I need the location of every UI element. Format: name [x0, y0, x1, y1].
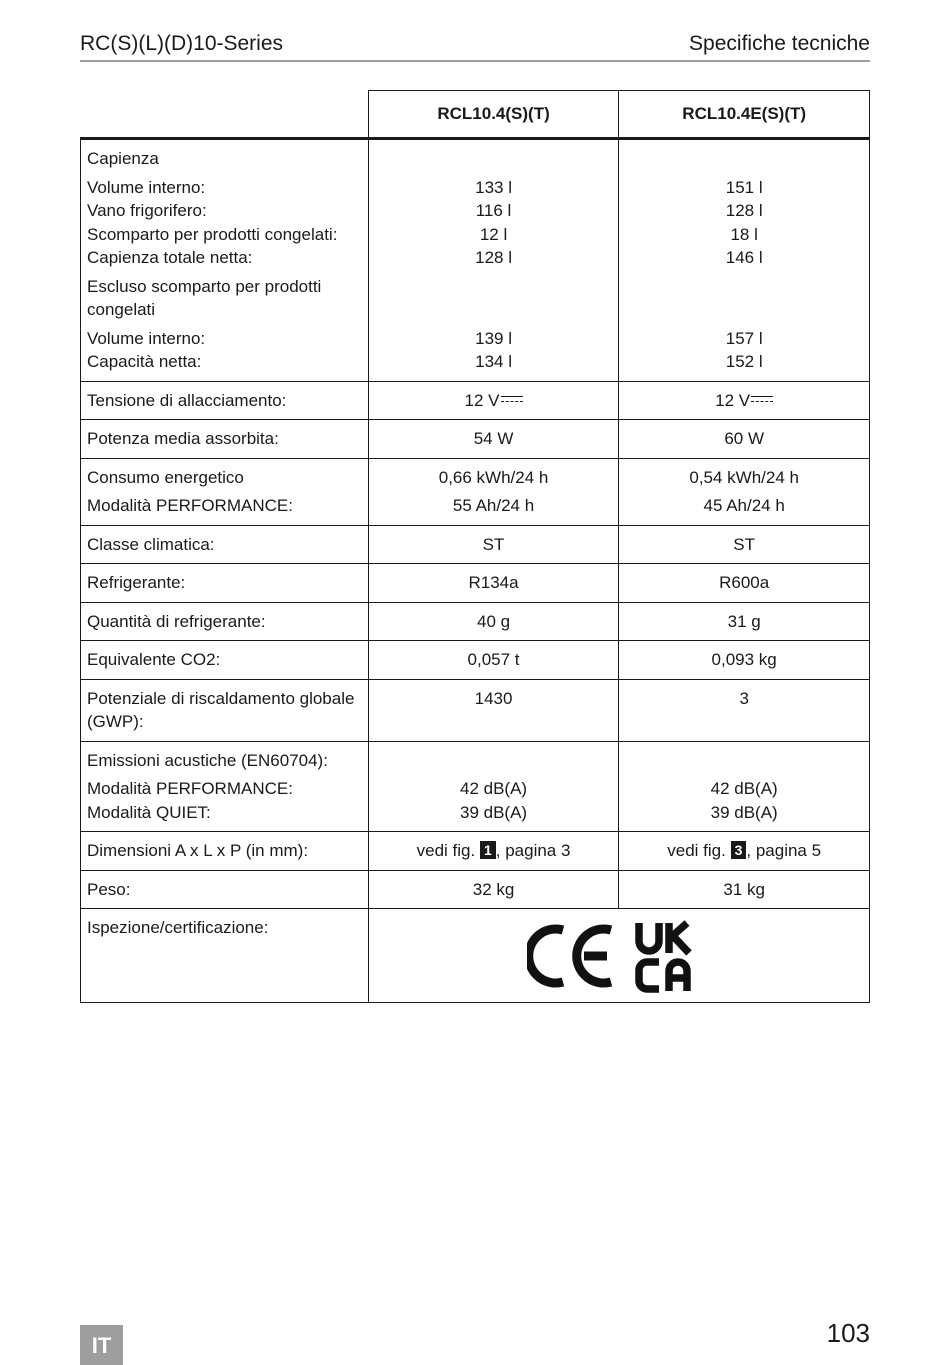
certification-marks [527, 919, 711, 993]
cell-value: 134 l [475, 352, 512, 371]
table-row-power [81, 420, 870, 459]
excluded-freezer-title: Escluso scomparto per prodotti congelati [87, 276, 322, 319]
page-ref-text: , pagina 3 [495, 841, 571, 860]
section-title: Specifiche tecniche [689, 32, 870, 55]
row-label: Vano frigorifero: [87, 201, 207, 220]
table-row-weight [81, 870, 870, 909]
page-number: 103 [826, 1318, 870, 1348]
table-row-gwp [81, 679, 870, 741]
header-empty-cell [81, 91, 369, 139]
cell-value: 12 V [464, 390, 500, 410]
figure-ref-text: vedi fig. [416, 841, 476, 860]
cell-value: 55 Ah/24 h [452, 496, 535, 515]
cell-value: 0,093 kg [619, 641, 870, 680]
row-label: Modalità PERFORMANCE: [87, 779, 293, 798]
column-header-model-2: RCL10.4E(S)(T) [619, 91, 870, 139]
cell-value: 157 l [725, 328, 763, 348]
table-row-energy [81, 458, 870, 525]
table-row-capacity [81, 139, 870, 382]
figure-ref-text: vedi fig. [667, 841, 726, 860]
table-row-dimensions [81, 832, 870, 871]
table-row-co2 [81, 641, 870, 680]
cell-value: R600a [619, 564, 870, 603]
row-label: Equivalente CO2: [81, 641, 369, 680]
row-label: Volume interno: [87, 177, 206, 197]
page-ref-text: , pagina 5 [746, 841, 822, 860]
capacity-title: Capienza [87, 149, 159, 168]
cell-value: 39 dB(A) [710, 802, 778, 822]
cell-value: R134a [368, 564, 619, 603]
cell-value: 42 dB(A) [710, 779, 778, 798]
cell-value: 146 l [725, 248, 763, 267]
row-label: Classe climatica: [81, 525, 369, 564]
capacity-values-model-1 [368, 139, 619, 382]
cell-value: 0,057 t [368, 641, 619, 680]
cell-value: ST [619, 525, 870, 564]
row-label: Volume interno: [87, 328, 206, 348]
table-row-noise [81, 741, 870, 832]
cell-value: 60 W [619, 420, 870, 459]
column-header-model-1: RCL10.4(S)(T) [368, 91, 619, 139]
specs-table [80, 90, 870, 1003]
row-label: Ispezione/certificazione: [81, 909, 369, 1003]
table-header-row [81, 91, 870, 139]
dc-symbol-icon [751, 395, 773, 405]
row-label: Potenza media assorbita: [81, 420, 369, 459]
capacity-labels [81, 139, 369, 382]
cell-value: 31 g [619, 602, 870, 641]
capacity-values-model-2 [619, 139, 870, 382]
cell-value: 116 l [475, 201, 512, 220]
cell-value: 12 l [479, 224, 508, 244]
row-label: Potenziale di riscaldamento globale (GWP): [81, 679, 369, 741]
cell-value: 139 l [475, 328, 512, 348]
cell-value: 39 dB(A) [460, 802, 528, 822]
cell-value: 151 l [725, 177, 763, 197]
cell-value: 40 g [368, 602, 619, 641]
dc-symbol-icon [501, 395, 523, 405]
ukca-mark-icon [639, 923, 689, 991]
cell-value: 133 l [475, 177, 512, 197]
row-label: Quantità di refrigerante: [81, 602, 369, 641]
noise-title: Emissioni acustiche (EN60704): [87, 750, 328, 770]
cell-value: 128 l [475, 248, 512, 267]
cell-value: 1430 [368, 679, 619, 741]
cell-value: 32 kg [368, 870, 619, 909]
table-row-refrigerant-quantity [81, 602, 870, 641]
series-title: RC(S)(L)(D)10-Series [80, 32, 284, 55]
table-row-voltage [81, 381, 870, 420]
figure-number-badge: 3 [731, 841, 747, 859]
row-label: Capienza totale netta: [87, 248, 253, 267]
row-label: Dimensioni A x L x P (in mm): [81, 832, 369, 871]
page-header [80, 30, 870, 62]
cell-value: 31 kg [619, 870, 870, 909]
ce-mark-icon [529, 929, 611, 983]
cell-value: 0,66 kWh/24 h [438, 467, 549, 487]
table-row-inspection [81, 909, 870, 1003]
table-row-climate-class [81, 525, 870, 564]
row-label: Capacità netta: [87, 352, 202, 371]
row-label: Refrigerante: [81, 564, 369, 603]
cell-value: 42 dB(A) [460, 779, 528, 798]
row-label: Peso: [81, 870, 369, 909]
cell-value: 3 [619, 679, 870, 741]
cell-value: ST [368, 525, 619, 564]
cell-value: 54 W [368, 420, 619, 459]
certification-marks-cell [368, 909, 869, 1003]
cell-value: 0,54 kWh/24 h [689, 467, 799, 487]
row-label: Modalità QUIET: [87, 802, 211, 822]
cell-value: 152 l [725, 352, 763, 371]
table-row-refrigerant [81, 564, 870, 603]
row-label: Scomparto per prodotti congelati: [87, 224, 338, 244]
row-label: Tensione di allacciamento: [81, 381, 369, 420]
row-label: Modalità PERFORMANCE: [87, 496, 293, 515]
cell-value: 45 Ah/24 h [703, 496, 785, 515]
figure-number-badge: 1 [480, 841, 496, 859]
cell-value: 12 V [715, 390, 751, 410]
language-tab: IT [80, 1325, 123, 1365]
cell-value: 18 l [730, 224, 758, 244]
row-label: Consumo energetico [87, 467, 244, 487]
cell-value: 128 l [725, 201, 763, 220]
